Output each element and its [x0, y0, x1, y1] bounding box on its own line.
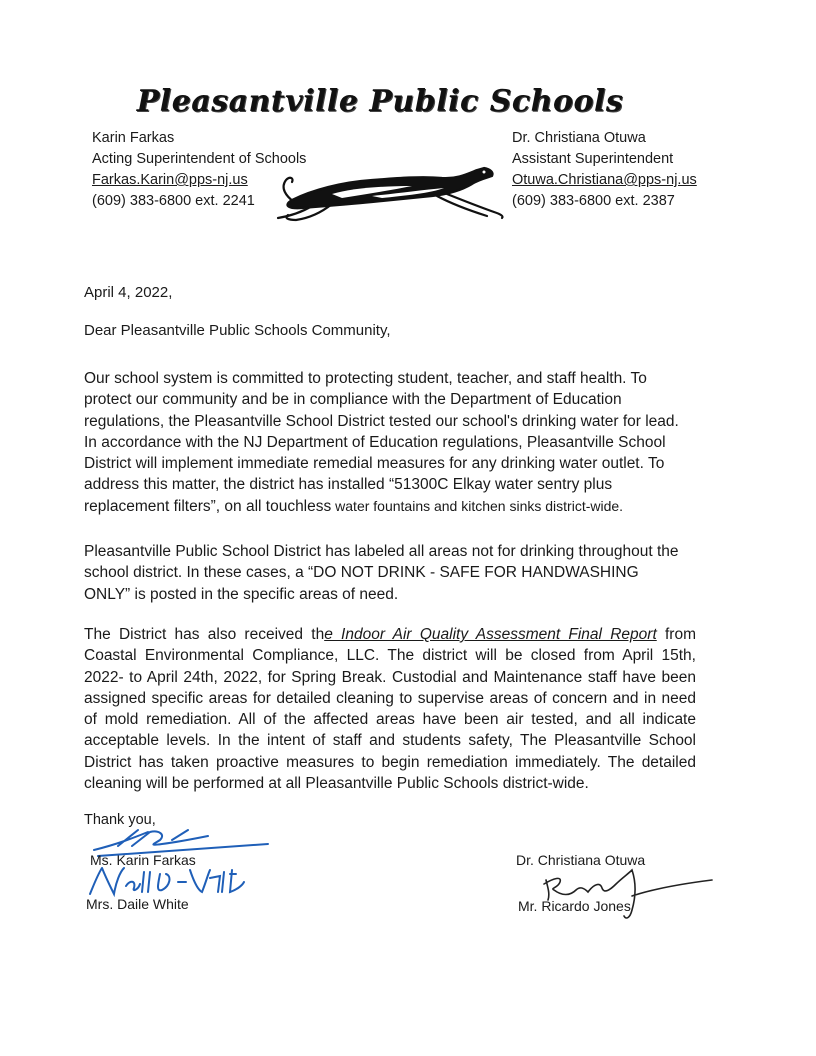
right-contact-phone: (609) 383-6800 ext. 2387: [512, 193, 675, 209]
signatory-white: Mrs. Daile White: [86, 896, 189, 912]
left-contact-title: Acting Superintendent of Schools: [92, 151, 307, 167]
right-contact-title: Assistant Superintendent: [512, 151, 674, 167]
paragraph-air-quality: [84, 624, 696, 794]
paragraph-labeled-areas: Pleasantville Public School District has labeled all areas not for drinking throughout the school district. In these cases, a “DO NOT DRINK - SAFE FOR HANDWASHING ONLY” is posted in the specific areas of need.: [84, 543, 679, 603]
left-contact-email-link[interactable]: Farkas.Karin@pps-nj.us: [92, 172, 248, 188]
signature-white: [86, 864, 246, 900]
paragraph-water-testing: [84, 368, 684, 517]
paragraph-water-testing-tail: water fountains and kitchen sinks district-wide.: [331, 497, 624, 514]
greyhound-icon: [272, 160, 512, 222]
salutation: Dear Pleasantville Public Schools Community,: [84, 322, 391, 339]
closing: Thank you,: [84, 812, 156, 828]
paragraph-water-testing-main: Our school system is committed to protecting student, teacher, and staff health. To protect our community and be in compliance with the Department of Education regulations, the Pleasantville School District tested our school's drinking water for lead. In accordance with the NJ Department of Education regulations, Pleasantville School District will implement immediate remedial measures for any drinking water outlet. To address this matter, the district has installed “51300C Elkay water sentry plus replacement filters”, on all touchless: [84, 370, 679, 515]
signature-jones: [540, 860, 720, 924]
left-contact-name: Karin Farkas: [92, 130, 175, 146]
letter-date: April 4, 2022,: [84, 284, 173, 301]
right-contact-block: [512, 128, 697, 212]
signatory-otuwa: Dr. Christiana Otuwa: [516, 852, 646, 868]
signatory-farkas: Ms. Karin Farkas: [90, 852, 196, 868]
signatory-jones: Mr. Ricardo Jones: [518, 898, 631, 914]
report-title: e Indoor Air Quality Assessment Final Report: [324, 626, 657, 643]
right-contact-email-link[interactable]: Otuwa.Christiana@pps-nj.us: [512, 172, 697, 188]
school-name: Pleasantville Public Schools: [136, 84, 624, 119]
right-contact-name: Dr. Christiana Otuwa: [512, 130, 646, 146]
paragraph-air-quality-after: from Coastal Environmental Compliance, LLC. The district will be closed from April 15th, 2022- to April 24th, 2022, for Spring Break. Custodial and Maintenance staff have been assigned specific areas for detailed cleaning to supervise areas of concern and in need of mold remediation. All of the affected areas have been air tested, and all indicate acceptable levels. In the intent of staff and students safety, The Pleasantville School District has taken proactive measures to begin remediation immediately. The detailed cleaning will be performed at all Pleasantville Public Schools district-wide.: [84, 626, 696, 793]
left-contact-phone: (609) 383-6800 ext. 2241: [92, 193, 255, 209]
paragraph-air-quality-before: The District has also received th: [84, 626, 325, 643]
